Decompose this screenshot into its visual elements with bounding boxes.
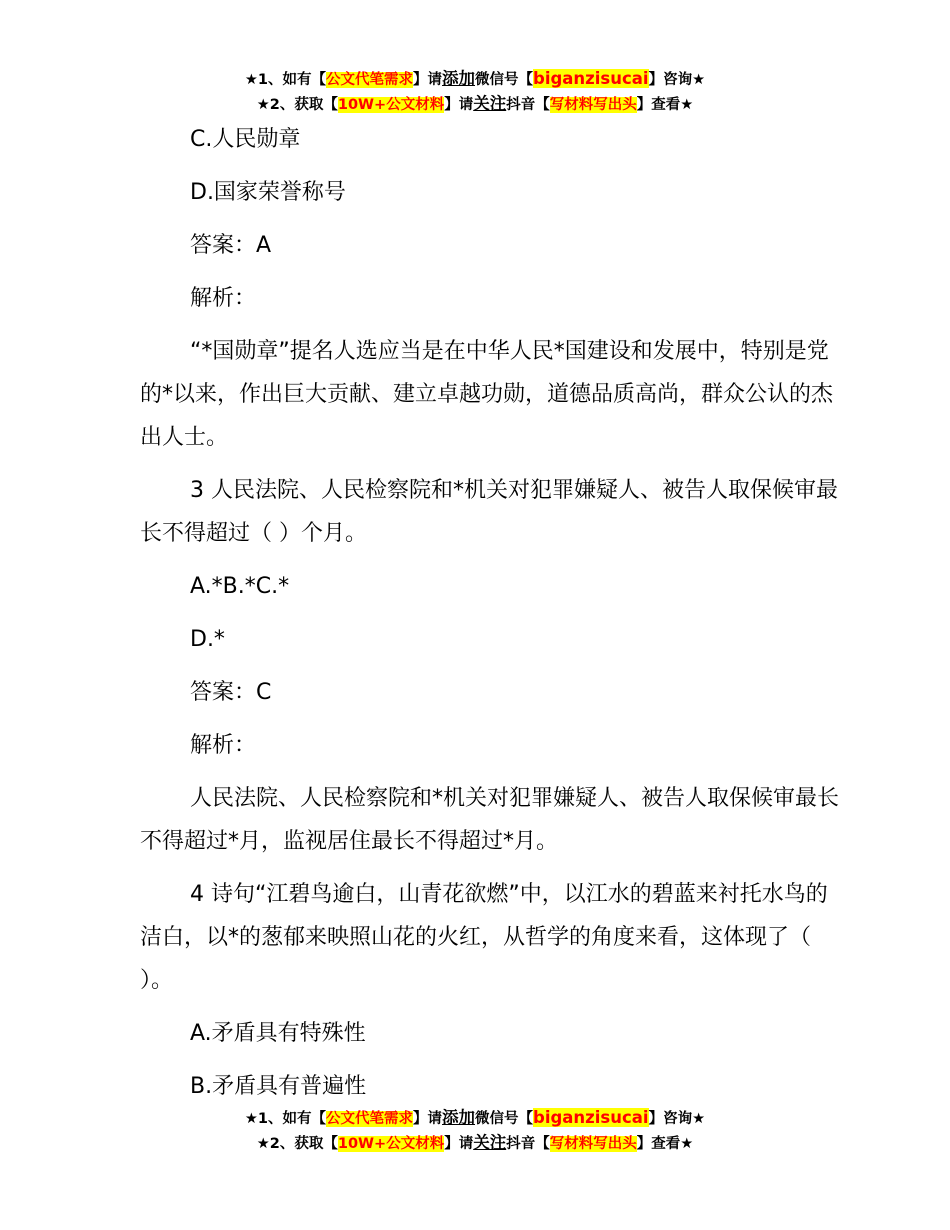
douyin-id: 写材料写出头	[549, 1136, 637, 1152]
highlight-text: 10W+公文材料	[337, 97, 445, 113]
option-d: D.国家荣誉称号	[190, 180, 346, 205]
banner-text: 】请	[444, 97, 474, 113]
banner-text: 微信号【	[475, 72, 534, 88]
header-banner	[0, 67, 950, 117]
wechat-id: biganzisucai	[533, 1108, 649, 1127]
banner-text: 】咨询★	[648, 72, 706, 88]
banner-text: 抖音【	[506, 1136, 550, 1152]
analysis-label: 解析：	[190, 286, 257, 311]
banner-text: ★1、如有【	[244, 1111, 327, 1127]
option-b: B.矛盾具有普遍性	[190, 1074, 367, 1099]
document-body	[140, 118, 840, 1118]
banner-line-1	[0, 1106, 950, 1131]
analysis-label: 解析：	[190, 733, 257, 758]
banner-text: 】请	[413, 1111, 443, 1127]
banner-text: 】咨询★	[648, 1111, 706, 1127]
highlight-text: 10W+公文材料	[337, 1136, 445, 1152]
banner-text: 抖音【	[506, 97, 550, 113]
banner-text: 】查看★	[636, 97, 694, 113]
option-d: D.*	[190, 627, 225, 652]
underlined-text: 添加	[442, 1108, 476, 1127]
option-c: C.人民勋章	[190, 127, 301, 152]
highlight-text: 公文代笔需求	[326, 72, 414, 88]
douyin-id: 写材料写出头	[549, 97, 637, 113]
banner-text: 】查看★	[636, 1136, 694, 1152]
underlined-text: 关注	[473, 1133, 507, 1152]
banner-text: 微信号【	[475, 1111, 534, 1127]
banner-text: ★2、获取【	[256, 1136, 338, 1152]
question-3: 3 人民法院、人民检察院和*机关对犯罪嫌疑人、被告人取保候审最长不得超过（ ）个月。	[140, 478, 838, 546]
underlined-text: 添加	[442, 69, 476, 88]
analysis-text: 人民法院、人民检察院和*机关对犯罪嫌疑人、被告人取保候审最长不得超过*月，监视居住最长不得超过*月。	[140, 786, 840, 854]
answer: 答案：A	[190, 233, 272, 258]
banner-line-2	[0, 92, 950, 117]
highlight-text: 公文代笔需求	[326, 1111, 414, 1127]
banner-text: 】请	[444, 1136, 474, 1152]
footer-banner	[0, 1106, 950, 1156]
underlined-text: 关注	[473, 94, 507, 113]
banner-line-2	[0, 1131, 950, 1156]
options-abc: A.*B.*C.*	[190, 574, 290, 599]
answer: 答案：C	[190, 680, 272, 705]
wechat-id: biganzisucai	[533, 69, 649, 88]
banner-text: ★1、如有【	[244, 72, 327, 88]
banner-text: 】请	[413, 72, 443, 88]
question-4: 4 诗句“江碧鸟逾白，山青花欲燃”中，以江水的碧蓝来衬托水鸟的洁白，以*的葱郁来映照山花的火红，从哲学的角度来看，这体现了（ ）。	[140, 882, 828, 993]
analysis-text: “*国勋章”提名人选应当是在中华人民*国建设和发展中，特别是党的*以来，作出巨大贡献、建立卓越功勋，道德品质高尚，群众公认的杰出人士。	[140, 339, 834, 450]
option-a: A.矛盾具有特殊性	[190, 1021, 366, 1046]
banner-text: ★2、获取【	[256, 97, 338, 113]
banner-line-1	[0, 67, 950, 92]
